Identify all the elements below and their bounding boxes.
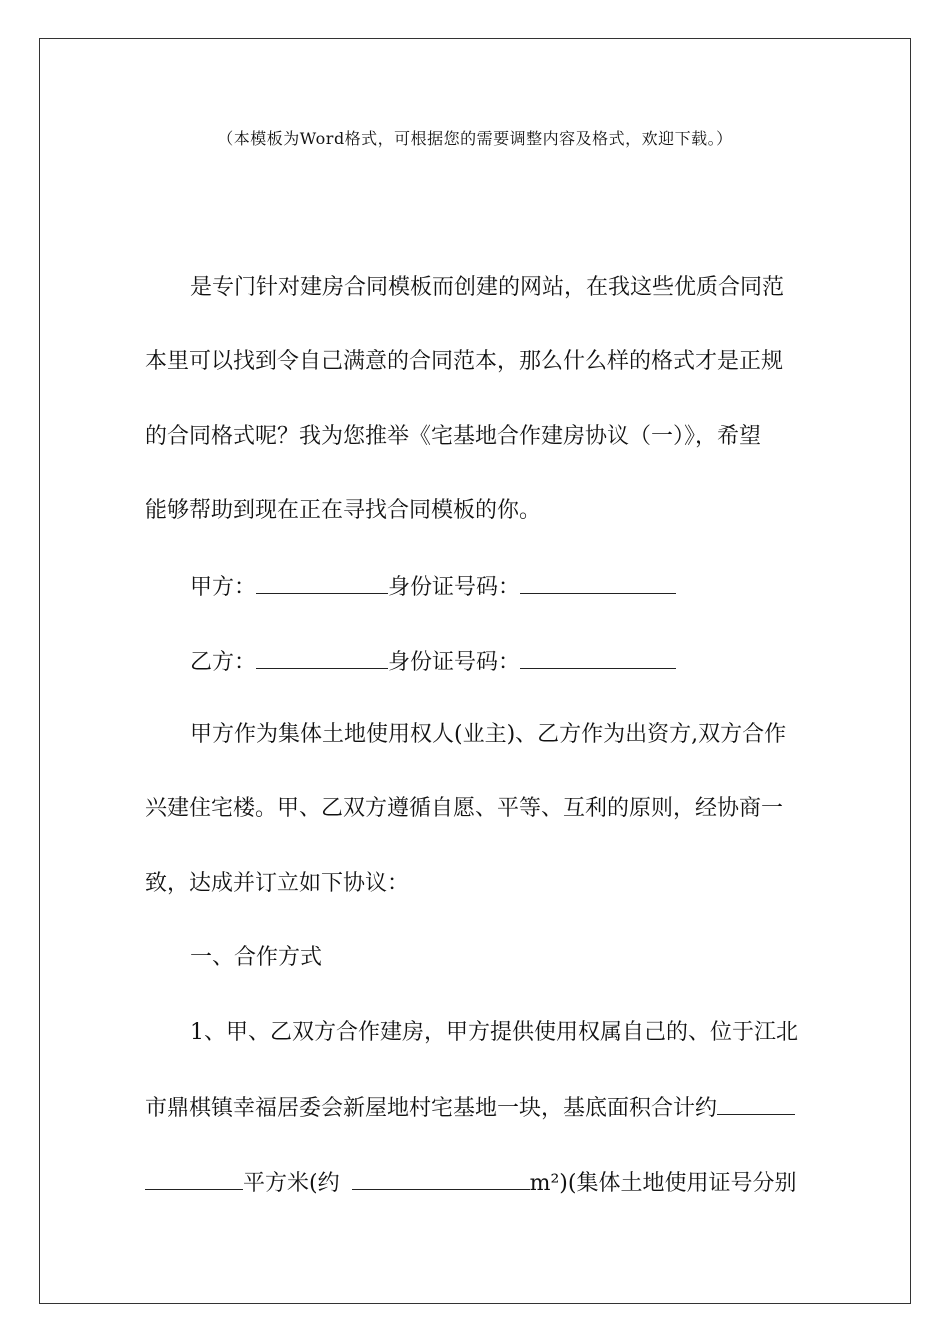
party-a-id-blank[interactable] [520, 571, 676, 594]
party-b-label: 乙方： [190, 650, 257, 675]
agreement-line-2: 兴建住宅楼。甲、乙双方遵循自愿、平等、互利的原则，经协商一 [145, 796, 784, 821]
party-a-name-blank[interactable] [256, 571, 388, 594]
clause-1-line-2-text: 市鼎棋镇幸福居委会新屋地村宅基地一块，基底面积合计约 [145, 1096, 718, 1121]
agreement-line-1: 甲方作为集体土地使用权人(业主)、乙方作为出资方,双方合作 [190, 722, 787, 747]
template-note: （本模板为Word格式，可根据您的需要调整内容及格式，欢迎下载。） [217, 129, 733, 148]
intro-line-2: 本里可以找到令自己满意的合同范本，那么什么样的格式才是正规 [145, 349, 784, 374]
clause-1-line-3 [145, 1167, 796, 1199]
intro-line-1: 是专门针对建房合同模板而创建的网站，在我这些优质合同范 [190, 275, 785, 300]
area-sqm-blank[interactable] [352, 1167, 530, 1190]
clause-1-line-2 [145, 1092, 795, 1124]
party-b-name-blank[interactable] [256, 646, 388, 669]
party-a-label: 甲方： [190, 575, 257, 600]
area-blank-part-2[interactable] [145, 1167, 243, 1190]
party-b-id-blank[interactable] [520, 646, 676, 669]
agreement-line-3: 致，达成并订立如下协议： [145, 871, 410, 896]
party-b-id-label: 身份证号码： [388, 650, 521, 675]
intro-line-3: 的合同格式呢？我为您推举《宅基地合作建房协议（一）》，希望 [145, 424, 762, 449]
area-tail-text: m²)(集体土地使用证号分别 [529, 1171, 797, 1196]
area-blank-part-1[interactable] [717, 1092, 795, 1115]
clause-1-line-1: 1、甲、乙双方合作建房，甲方提供使用权属自己的、位于江北 [190, 1020, 798, 1045]
section-1-title: 一、合作方式 [190, 945, 323, 970]
party-a-id-label: 身份证号码： [388, 575, 521, 600]
intro-line-4: 能够帮助到现在正在寻找合同模板的你。 [145, 498, 542, 523]
party-b-row [190, 646, 676, 678]
area-unit-text: 平方米(约 [243, 1171, 340, 1196]
party-a-row [190, 571, 676, 603]
